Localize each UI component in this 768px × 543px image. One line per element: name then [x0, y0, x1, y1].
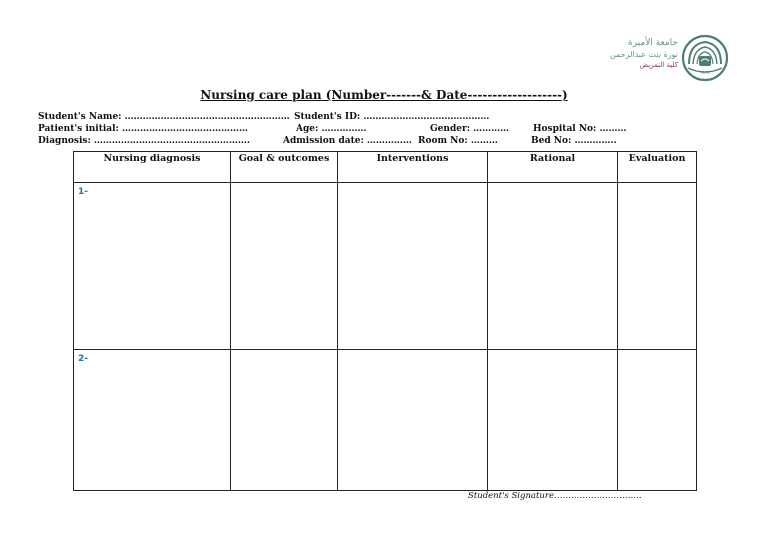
student-name-field: Student's Name: ……………….……………………………… [38, 112, 290, 122]
care-plan-table [73, 151, 697, 491]
header-interventions: Interventions [338, 152, 488, 183]
student-id-field: Student's ID: …………………………………… [294, 112, 490, 122]
university-emblem-icon [680, 34, 730, 82]
header-evaluation: Evaluation [618, 152, 697, 183]
cell-evaluation[interactable] [618, 350, 697, 491]
logo-text [594, 38, 678, 71]
gender-field: Gender: ………… [430, 124, 510, 134]
table-header-row [74, 152, 697, 183]
hospital-no-field: Hospital No: ……… [533, 124, 627, 134]
cell-goal-outcomes[interactable] [231, 350, 338, 491]
admission-date-field: Admission date: …………… [283, 136, 412, 146]
logo-line-1: جامعة الأميرة [627, 38, 678, 48]
cell-interventions[interactable] [338, 350, 488, 491]
cell-evaluation[interactable] [618, 183, 697, 350]
table-row [74, 350, 697, 491]
patient-initial-field: Patient's initial: …………………………………… [38, 124, 248, 134]
age-field: Age: …………… [296, 124, 367, 134]
header-rational: Rational [488, 152, 618, 183]
bed-no-field: Bed No: ………….. [531, 136, 617, 146]
cell-nursing-diagnosis[interactable] [74, 350, 231, 491]
university-logo [598, 34, 730, 82]
cell-nursing-diagnosis[interactable] [74, 183, 231, 350]
cell-interventions[interactable] [338, 183, 488, 350]
header-goal-outcomes: Goal & outcomes [231, 152, 338, 183]
logo-year: ١٤٢٨ [700, 70, 710, 75]
row-number: 2- [78, 354, 88, 364]
table-row [74, 183, 697, 350]
logo-line-2: نورة بنت عبدالرحمن [609, 50, 678, 59]
row-number: 1- [78, 187, 88, 197]
room-no-field: Room No: ……… [418, 136, 498, 146]
cell-rational[interactable] [488, 350, 618, 491]
cell-rational[interactable] [488, 183, 618, 350]
diagnosis-field: Diagnosis: ……………………………………………. [38, 136, 251, 146]
header-nursing-diagnosis: Nursing diagnosis [74, 152, 231, 183]
page-title-text: Nursing care plan (Number-------& Date-------------------) [200, 88, 568, 102]
page-title [0, 88, 768, 102]
cell-goal-outcomes[interactable] [231, 183, 338, 350]
student-signature: Student's Signature…………………………. [468, 491, 642, 501]
logo-line-3: كلية التمريض [639, 61, 678, 69]
